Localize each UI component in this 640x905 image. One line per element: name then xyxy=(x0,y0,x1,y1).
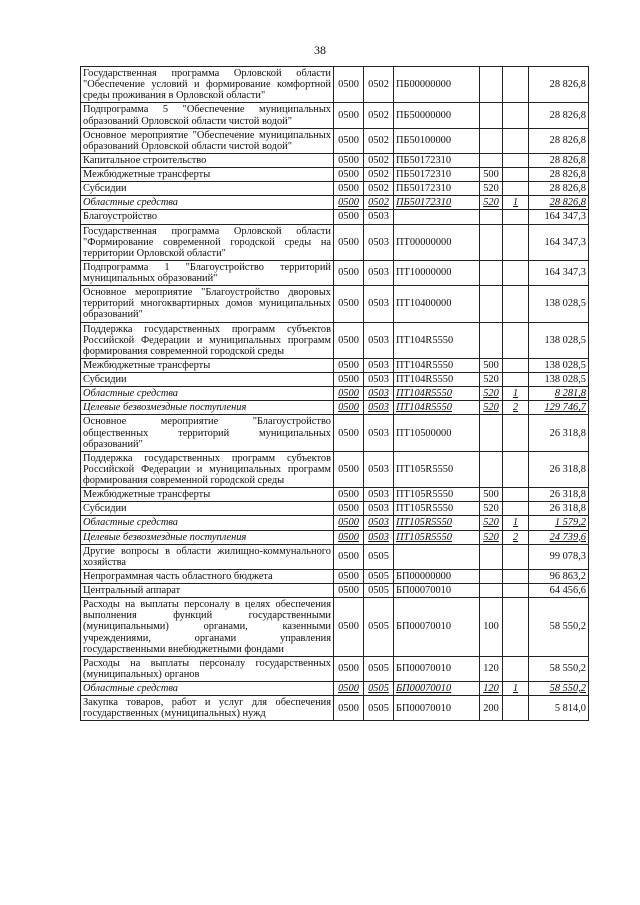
table-row xyxy=(81,260,589,285)
funding-source-cell xyxy=(503,103,529,128)
section-code-cell: 0500 xyxy=(334,544,364,569)
funding-source-cell xyxy=(503,67,529,103)
table-row xyxy=(81,128,589,153)
page-number: 38 xyxy=(314,43,326,57)
expense-type-cell xyxy=(480,103,503,128)
funding-source-cell xyxy=(503,488,529,502)
expense-type-cell xyxy=(480,153,503,167)
funding-source-cell xyxy=(503,168,529,182)
expense-type-cell: 100 xyxy=(480,598,503,657)
table-row xyxy=(81,488,589,502)
expense-type-cell: 520 xyxy=(480,182,503,196)
subsection-code-cell: 0505 xyxy=(364,584,394,598)
target-article-cell: ПТ104R5550 xyxy=(394,358,480,372)
expense-type-cell: 520 xyxy=(480,502,503,516)
funding-source-cell xyxy=(503,182,529,196)
expense-type-cell: 500 xyxy=(480,168,503,182)
table-row xyxy=(81,451,589,487)
section-code-cell: 0500 xyxy=(334,502,364,516)
subsection-code-cell: 0502 xyxy=(364,196,394,210)
target-article-cell: ПБ50172310 xyxy=(394,196,480,210)
expense-type-cell xyxy=(480,584,503,598)
subsection-code-cell: 0505 xyxy=(364,598,394,657)
row-name-cell: Целевые безвозмездные поступления xyxy=(81,401,334,415)
table-row xyxy=(81,224,589,260)
funding-source-cell xyxy=(503,584,529,598)
section-code-cell: 0500 xyxy=(334,682,364,696)
row-name-cell: Капитальное строительство xyxy=(81,153,334,167)
target-article-cell: ПТ10500000 xyxy=(394,415,480,451)
subsection-code-cell: 0503 xyxy=(364,373,394,387)
target-article-cell: ПБ00000000 xyxy=(394,67,480,103)
subsection-code-cell: 0502 xyxy=(364,182,394,196)
funding-source-cell: 1 xyxy=(503,196,529,210)
row-name-cell: Центральный аппарат xyxy=(81,584,334,598)
target-article-cell: ПТ105R5550 xyxy=(394,502,480,516)
target-article-cell: ПТ105R5550 xyxy=(394,488,480,502)
section-code-cell: 0500 xyxy=(334,401,364,415)
section-code-cell: 0500 xyxy=(334,286,364,322)
amount-cell: 58 550,2 xyxy=(529,682,589,696)
table-row xyxy=(81,502,589,516)
subsection-code-cell: 0503 xyxy=(364,415,394,451)
table-row xyxy=(81,544,589,569)
funding-source-cell xyxy=(503,502,529,516)
amount-cell: 138 028,5 xyxy=(529,358,589,372)
table-row xyxy=(81,584,589,598)
expense-type-cell xyxy=(480,451,503,487)
amount-cell: 5 814,0 xyxy=(529,696,589,721)
funding-source-cell xyxy=(503,224,529,260)
amount-cell: 28 826,8 xyxy=(529,67,589,103)
target-article-cell: БП00070010 xyxy=(394,682,480,696)
expense-type-cell: 520 xyxy=(480,387,503,401)
table-row xyxy=(81,401,589,415)
section-code-cell: 0500 xyxy=(334,584,364,598)
table-row xyxy=(81,387,589,401)
amount-cell: 138 028,5 xyxy=(529,286,589,322)
section-code-cell: 0500 xyxy=(334,696,364,721)
amount-cell: 28 826,8 xyxy=(529,103,589,128)
section-code-cell: 0500 xyxy=(334,516,364,530)
target-article-cell: ПТ10400000 xyxy=(394,286,480,322)
expense-type-cell xyxy=(480,415,503,451)
section-code-cell: 0500 xyxy=(334,260,364,285)
amount-cell: 164 347,3 xyxy=(529,260,589,285)
expense-type-cell xyxy=(480,322,503,358)
subsection-code-cell: 0502 xyxy=(364,67,394,103)
funding-source-cell: 2 xyxy=(503,530,529,544)
subsection-code-cell: 0503 xyxy=(364,502,394,516)
amount-cell: 58 550,2 xyxy=(529,656,589,681)
funding-source-cell: 1 xyxy=(503,387,529,401)
table-row xyxy=(81,415,589,451)
subsection-code-cell: 0505 xyxy=(364,682,394,696)
expense-type-cell xyxy=(480,569,503,583)
table-row xyxy=(81,530,589,544)
row-name-cell: Областные средства xyxy=(81,682,334,696)
expense-type-cell: 520 xyxy=(480,373,503,387)
amount-cell: 129 746,7 xyxy=(529,401,589,415)
amount-cell: 26 318,8 xyxy=(529,488,589,502)
row-name-cell: Поддержка государственных программ субъектов Российской Федерации и муниципальных программ формирования современной городской среды xyxy=(81,451,334,487)
row-name-cell: Государственная программа Орловской области "Формирование современной городской среды на территории Орловской области" xyxy=(81,224,334,260)
funding-source-cell xyxy=(503,544,529,569)
funding-source-cell xyxy=(503,656,529,681)
expense-type-cell xyxy=(480,224,503,260)
table-row xyxy=(81,569,589,583)
amount-cell: 164 347,3 xyxy=(529,224,589,260)
funding-source-cell xyxy=(503,286,529,322)
table-row xyxy=(81,168,589,182)
row-name-cell: Областные средства xyxy=(81,516,334,530)
budget-table-body xyxy=(81,67,589,721)
subsection-code-cell: 0503 xyxy=(364,358,394,372)
subsection-code-cell: 0502 xyxy=(364,153,394,167)
section-code-cell: 0500 xyxy=(334,210,364,224)
amount-cell: 26 318,8 xyxy=(529,451,589,487)
amount-cell: 96 863,2 xyxy=(529,569,589,583)
expense-type-cell xyxy=(480,286,503,322)
funding-source-cell xyxy=(503,210,529,224)
table-row xyxy=(81,103,589,128)
funding-source-cell xyxy=(503,322,529,358)
section-code-cell: 0500 xyxy=(334,415,364,451)
target-article-cell: ПТ104R5550 xyxy=(394,373,480,387)
target-article-cell: БП00070010 xyxy=(394,598,480,657)
table-row xyxy=(81,656,589,681)
table-row xyxy=(81,196,589,210)
table-row xyxy=(81,67,589,103)
expense-type-cell: 520 xyxy=(480,516,503,530)
target-article-cell: ПТ105R5550 xyxy=(394,530,480,544)
subsection-code-cell: 0505 xyxy=(364,696,394,721)
table-row xyxy=(81,516,589,530)
target-article-cell xyxy=(394,544,480,569)
subsection-code-cell: 0503 xyxy=(364,401,394,415)
row-name-cell: Межбюджетные трансферты xyxy=(81,488,334,502)
row-name-cell: Целевые безвозмездные поступления xyxy=(81,530,334,544)
expense-type-cell: 500 xyxy=(480,488,503,502)
funding-source-cell: 1 xyxy=(503,682,529,696)
amount-cell: 28 826,8 xyxy=(529,153,589,167)
funding-source-cell xyxy=(503,569,529,583)
table-row xyxy=(81,182,589,196)
expense-type-cell: 200 xyxy=(480,696,503,721)
subsection-code-cell: 0502 xyxy=(364,168,394,182)
section-code-cell: 0500 xyxy=(334,387,364,401)
row-name-cell: Подпрограмма 5 "Обеспечение муниципальных образований Орловской области чистой водой" xyxy=(81,103,334,128)
expense-type-cell: 520 xyxy=(480,401,503,415)
subsection-code-cell: 0503 xyxy=(364,516,394,530)
target-article-cell: ПТ105R5550 xyxy=(394,451,480,487)
funding-source-cell xyxy=(503,451,529,487)
row-name-cell: Закупка товаров, работ и услуг для обеспечения государственных (муниципальных) нужд xyxy=(81,696,334,721)
subsection-code-cell: 0503 xyxy=(364,488,394,502)
row-name-cell: Расходы на выплаты персоналу в целях обеспечения выполнения функций государственными (муниципальными) органами, казенными учреждениями, органами управления государственными внебюджетными фондами xyxy=(81,598,334,657)
section-code-cell: 0500 xyxy=(334,153,364,167)
row-name-cell: Поддержка государственных программ субъектов Российской Федерации и муниципальных программ формирования современной городской среды xyxy=(81,322,334,358)
target-article-cell: БП00070010 xyxy=(394,584,480,598)
amount-cell: 1 579,2 xyxy=(529,516,589,530)
funding-source-cell xyxy=(503,598,529,657)
target-article-cell: БП00070010 xyxy=(394,696,480,721)
amount-cell: 28 826,8 xyxy=(529,168,589,182)
row-name-cell: Расходы на выплаты персоналу государственных (муниципальных) органов xyxy=(81,656,334,681)
section-code-cell: 0500 xyxy=(334,598,364,657)
target-article-cell: ПТ104R5550 xyxy=(394,401,480,415)
expense-type-cell: 120 xyxy=(480,656,503,681)
subsection-code-cell: 0503 xyxy=(364,451,394,487)
subsection-code-cell: 0503 xyxy=(364,322,394,358)
row-name-cell: Субсидии xyxy=(81,373,334,387)
funding-source-cell: 1 xyxy=(503,516,529,530)
section-code-cell: 0500 xyxy=(334,451,364,487)
expense-type-cell xyxy=(480,210,503,224)
expense-type-cell xyxy=(480,128,503,153)
subsection-code-cell: 0503 xyxy=(364,210,394,224)
row-name-cell: Основное мероприятие "Обеспечение муниципальных образований Орловской области чистой водой" xyxy=(81,128,334,153)
target-article-cell: БП00000000 xyxy=(394,569,480,583)
subsection-code-cell: 0503 xyxy=(364,530,394,544)
section-code-cell: 0500 xyxy=(334,182,364,196)
section-code-cell: 0500 xyxy=(334,67,364,103)
amount-cell: 64 456,6 xyxy=(529,584,589,598)
target-article-cell: ПТ104R5550 xyxy=(394,387,480,401)
amount-cell: 26 318,8 xyxy=(529,502,589,516)
target-article-cell: ПТ104R5550 xyxy=(394,322,480,358)
amount-cell: 138 028,5 xyxy=(529,322,589,358)
row-name-cell: Субсидии xyxy=(81,182,334,196)
section-code-cell: 0500 xyxy=(334,569,364,583)
target-article-cell: ПТ105R5550 xyxy=(394,516,480,530)
table-row xyxy=(81,153,589,167)
row-name-cell: Благоустройство xyxy=(81,210,334,224)
amount-cell: 28 826,8 xyxy=(529,196,589,210)
subsection-code-cell: 0503 xyxy=(364,224,394,260)
funding-source-cell xyxy=(503,373,529,387)
section-code-cell: 0500 xyxy=(334,373,364,387)
section-code-cell: 0500 xyxy=(334,358,364,372)
section-code-cell: 0500 xyxy=(334,196,364,210)
row-name-cell: Подпрограмма 1 "Благоустройство территорий муниципальных образований" xyxy=(81,260,334,285)
subsection-code-cell: 0505 xyxy=(364,656,394,681)
target-article-cell: ПБ50000000 xyxy=(394,103,480,128)
target-article-cell: ПБ50172310 xyxy=(394,182,480,196)
target-article-cell: ПТ10000000 xyxy=(394,260,480,285)
section-code-cell: 0500 xyxy=(334,322,364,358)
table-row xyxy=(81,322,589,358)
funding-source-cell xyxy=(503,153,529,167)
expense-type-cell: 520 xyxy=(480,530,503,544)
subsection-code-cell: 0503 xyxy=(364,286,394,322)
amount-cell: 99 078,3 xyxy=(529,544,589,569)
subsection-code-cell: 0505 xyxy=(364,544,394,569)
target-article-cell: ПТ00000000 xyxy=(394,224,480,260)
funding-source-cell xyxy=(503,128,529,153)
amount-cell: 138 028,5 xyxy=(529,373,589,387)
subsection-code-cell: 0503 xyxy=(364,260,394,285)
table-row xyxy=(81,373,589,387)
table-row xyxy=(81,286,589,322)
section-code-cell: 0500 xyxy=(334,168,364,182)
section-code-cell: 0500 xyxy=(334,103,364,128)
row-name-cell: Основное мероприятие "Благоустройство дворовых территорий многоквартирных домов муниципальных образований" xyxy=(81,286,334,322)
table-row xyxy=(81,598,589,657)
row-name-cell: Субсидии xyxy=(81,502,334,516)
table-row xyxy=(81,696,589,721)
section-code-cell: 0500 xyxy=(334,656,364,681)
table-row xyxy=(81,358,589,372)
row-name-cell: Межбюджетные трансферты xyxy=(81,358,334,372)
expense-type-cell xyxy=(480,260,503,285)
subsection-code-cell: 0502 xyxy=(364,103,394,128)
funding-source-cell: 2 xyxy=(503,401,529,415)
row-name-cell: Государственная программа Орловской области "Обеспечение условий и формирование комфортной среды проживания в Орловской области" xyxy=(81,67,334,103)
amount-cell: 164 347,3 xyxy=(529,210,589,224)
target-article-cell: БП00070010 xyxy=(394,656,480,681)
amount-cell: 24 739,6 xyxy=(529,530,589,544)
amount-cell: 8 281,8 xyxy=(529,387,589,401)
table-row xyxy=(81,682,589,696)
budget-table xyxy=(80,66,589,721)
expense-type-cell: 520 xyxy=(480,196,503,210)
row-name-cell: Областные средства xyxy=(81,196,334,210)
row-name-cell: Другие вопросы в области жилищно-коммунального хозяйства xyxy=(81,544,334,569)
expense-type-cell xyxy=(480,67,503,103)
expense-type-cell: 120 xyxy=(480,682,503,696)
target-article-cell: ПБ50172310 xyxy=(394,153,480,167)
funding-source-cell xyxy=(503,415,529,451)
row-name-cell: Межбюджетные трансферты xyxy=(81,168,334,182)
amount-cell: 28 826,8 xyxy=(529,182,589,196)
amount-cell: 58 550,2 xyxy=(529,598,589,657)
expense-type-cell xyxy=(480,544,503,569)
section-code-cell: 0500 xyxy=(334,224,364,260)
subsection-code-cell: 0503 xyxy=(364,387,394,401)
target-article-cell xyxy=(394,210,480,224)
subsection-code-cell: 0505 xyxy=(364,569,394,583)
section-code-cell: 0500 xyxy=(334,128,364,153)
row-name-cell: Основное мероприятие "Благоустройство общественных территорий муниципальных образований" xyxy=(81,415,334,451)
expense-type-cell: 500 xyxy=(480,358,503,372)
target-article-cell: ПБ50100000 xyxy=(394,128,480,153)
subsection-code-cell: 0502 xyxy=(364,128,394,153)
amount-cell: 28 826,8 xyxy=(529,128,589,153)
section-code-cell: 0500 xyxy=(334,488,364,502)
section-code-cell: 0500 xyxy=(334,530,364,544)
target-article-cell: ПБ50172310 xyxy=(394,168,480,182)
funding-source-cell xyxy=(503,696,529,721)
table-row xyxy=(81,210,589,224)
funding-source-cell xyxy=(503,260,529,285)
row-name-cell: Областные средства xyxy=(81,387,334,401)
row-name-cell: Непрограммная часть областного бюджета xyxy=(81,569,334,583)
funding-source-cell xyxy=(503,358,529,372)
amount-cell: 26 318,8 xyxy=(529,415,589,451)
